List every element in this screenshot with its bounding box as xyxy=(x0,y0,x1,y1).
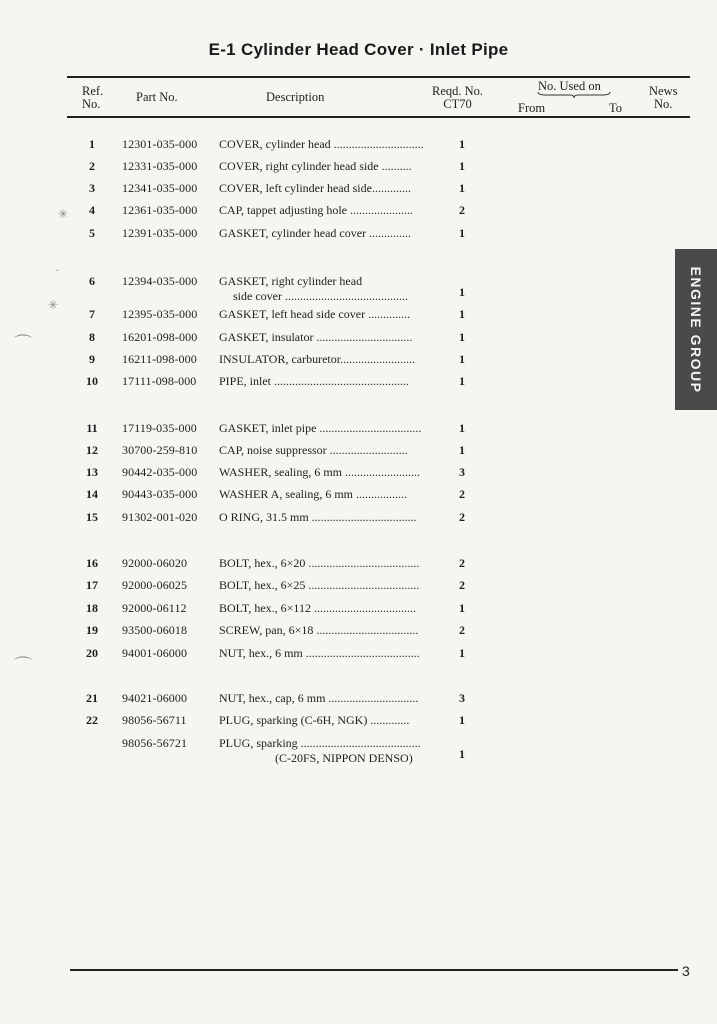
row-ref: 8 xyxy=(89,330,95,344)
row-ref: 22 xyxy=(86,713,98,727)
row-description-line2: (C-20FS, NIPPON DENSO) xyxy=(275,751,413,765)
table-row xyxy=(0,736,717,765)
table-row xyxy=(0,226,717,246)
row-description-line1: PIPE, inlet ............................................. xyxy=(219,374,410,388)
margin-mark: · xyxy=(55,263,59,277)
header-part-no: Part No. xyxy=(136,90,178,104)
table-row xyxy=(0,691,717,711)
page-title: E-1 Cylinder Head Cover · Inlet Pipe xyxy=(208,40,509,59)
row-part-no: 16211-098-000 xyxy=(122,352,197,366)
row-description xyxy=(219,307,437,322)
row-ref: 1 xyxy=(89,137,95,151)
row-qty: 1 xyxy=(459,226,465,240)
header-no-used-on: No. Used on xyxy=(538,79,601,93)
row-part-no: 92000-06025 xyxy=(122,578,188,592)
table-row xyxy=(0,465,717,485)
table-row xyxy=(0,307,717,327)
row-description-line1: GASKET, right cylinder head xyxy=(219,274,363,288)
row-ref: 21 xyxy=(86,691,98,705)
row-description-line1: GASKET, inlet pipe .................................. xyxy=(219,421,422,435)
row-description-line1: BOLT, hex., 6×20 ..................................... xyxy=(219,556,420,570)
row-part-no: 91302-001-020 xyxy=(122,510,198,524)
row-qty: 2 xyxy=(459,623,465,637)
row-description-line1: PLUG, sparking ........................................ xyxy=(219,736,421,750)
row-description xyxy=(219,330,437,345)
row-qty: 2 xyxy=(459,487,465,501)
row-description xyxy=(219,465,437,480)
row-qty: 1 xyxy=(459,747,465,761)
row-qty: 2 xyxy=(459,203,465,217)
table-row xyxy=(0,137,717,157)
row-ref: 14 xyxy=(86,487,98,501)
row-ref: 10 xyxy=(86,374,98,388)
table-row xyxy=(0,623,717,643)
row-description-line2: side cover ......................................... xyxy=(233,289,408,303)
row-ref: 18 xyxy=(86,601,98,615)
row-part-no: 12394-035-000 xyxy=(122,274,198,288)
row-description-line1: COVER, right cylinder head side .......... xyxy=(219,159,412,173)
table-row xyxy=(0,330,717,350)
margin-mark: ⌒ xyxy=(14,334,32,354)
row-part-no: 17119-035-000 xyxy=(122,421,197,435)
row-part-no: 12331-035-000 xyxy=(122,159,198,173)
row-description-line1: NUT, hex., cap, 6 mm .............................. xyxy=(219,691,419,705)
row-ref: 2 xyxy=(89,159,95,173)
row-description xyxy=(219,487,437,502)
row-description-line1: CAP, tappet adjusting hole ..................... xyxy=(219,203,413,217)
row-qty: 1 xyxy=(459,421,465,435)
row-description-line1: BOLT, hex., 6×25 ..................................... xyxy=(219,578,420,592)
row-part-no: 12361-035-000 xyxy=(122,203,198,217)
row-qty: 2 xyxy=(459,510,465,524)
row-ref: 16 xyxy=(86,556,98,570)
row-part-no: 12395-035-000 xyxy=(122,307,198,321)
table-row xyxy=(0,203,717,223)
row-description-line1: COVER, left cylinder head side............. xyxy=(219,181,411,195)
row-part-no: 16201-098-000 xyxy=(122,330,198,344)
row-part-no: 12341-035-000 xyxy=(122,181,198,195)
row-qty: 1 xyxy=(459,159,465,173)
row-qty: 1 xyxy=(459,181,465,195)
row-ref: 20 xyxy=(86,646,98,660)
row-description-line1: PLUG, sparking (C-6H, NGK) ............. xyxy=(219,713,410,727)
row-description-line1: COVER, cylinder head .............................. xyxy=(219,137,424,151)
row-qty: 2 xyxy=(459,578,465,592)
row-part-no: 30700-259-810 xyxy=(122,443,198,457)
row-description-line1: GASKET, cylinder head cover .............. xyxy=(219,226,412,240)
row-qty: 1 xyxy=(459,330,465,344)
header-ref-line2: No. xyxy=(82,97,101,111)
table-row xyxy=(0,487,717,507)
section-tab-label: ENGINE GROUP xyxy=(688,266,704,393)
row-description xyxy=(219,736,437,766)
row-qty: 1 xyxy=(459,374,465,388)
header-news-line1: News xyxy=(649,84,678,98)
header-from: From xyxy=(518,101,546,115)
row-part-no: 94021-06000 xyxy=(122,691,188,705)
row-ref: 4 xyxy=(89,203,95,217)
row-description xyxy=(219,203,437,218)
row-ref: 9 xyxy=(89,352,95,366)
row-ref: 5 xyxy=(89,226,95,240)
row-description xyxy=(219,226,437,241)
table-row xyxy=(0,510,717,530)
table-row xyxy=(0,443,717,463)
page-number: 3 xyxy=(682,963,690,979)
row-description xyxy=(219,691,437,706)
row-description xyxy=(219,713,437,728)
row-description-line1: WASHER A, sealing, 6 mm ................. xyxy=(219,487,407,501)
row-description-line1: INSULATOR, carburetor......................... xyxy=(219,352,416,366)
row-description-line1: BOLT, hex., 6×112 .................................. xyxy=(219,601,416,615)
table-row xyxy=(0,421,717,441)
row-description xyxy=(219,646,437,661)
table-row xyxy=(0,274,717,303)
row-qty: 3 xyxy=(459,465,465,479)
row-description-line1: GASKET, insulator ................................ xyxy=(219,330,413,344)
row-qty: 1 xyxy=(459,352,465,366)
row-qty: 1 xyxy=(459,443,465,457)
row-ref: 3 xyxy=(89,181,95,195)
row-part-no: 92000-06020 xyxy=(122,556,188,570)
row-description xyxy=(219,443,437,458)
row-description xyxy=(219,159,437,174)
table-row xyxy=(0,601,717,621)
row-part-no: 98056-56721 xyxy=(122,736,188,750)
table-row xyxy=(0,578,717,598)
row-ref: 15 xyxy=(86,510,98,524)
row-description xyxy=(219,181,437,196)
row-description-line1: CAP, noise suppressor .......................... xyxy=(219,443,408,457)
row-qty: 2 xyxy=(459,556,465,570)
section-tab xyxy=(675,249,717,410)
row-ref: 7 xyxy=(89,307,95,321)
row-qty: 3 xyxy=(459,691,465,705)
table-row xyxy=(0,352,717,372)
row-description xyxy=(219,510,437,525)
header-reqd-line1: Reqd. No. xyxy=(432,84,484,98)
row-ref: 11 xyxy=(86,421,98,435)
table-row xyxy=(0,159,717,179)
row-qty: 1 xyxy=(459,285,465,299)
header-ref-line1: Ref. xyxy=(82,84,104,98)
margin-mark: ⌒ xyxy=(14,656,32,676)
table-row xyxy=(0,713,717,733)
header-news-line2: No. xyxy=(654,97,673,111)
footer-rule xyxy=(70,969,678,971)
row-part-no: 92000-06112 xyxy=(122,601,187,615)
row-description-line1: WASHER, sealing, 6 mm ......................... xyxy=(219,465,420,479)
row-part-no: 90443-035-000 xyxy=(122,487,198,501)
row-ref: 17 xyxy=(86,578,98,592)
row-description xyxy=(219,421,437,436)
table-row xyxy=(0,556,717,576)
row-qty: 1 xyxy=(459,646,465,660)
row-part-no: 12391-035-000 xyxy=(122,226,198,240)
row-part-no: 17111-098-000 xyxy=(122,374,197,388)
row-part-no: 90442-035-000 xyxy=(122,465,198,479)
row-ref: 19 xyxy=(86,623,98,637)
header-to: To xyxy=(609,101,623,115)
row-qty: 1 xyxy=(459,137,465,151)
row-description-line1: O RING, 31.5 mm ................................... xyxy=(219,510,417,524)
row-part-no: 98056-56711 xyxy=(122,713,187,727)
row-description xyxy=(219,137,437,152)
row-description xyxy=(219,374,437,389)
margin-mark: ✳ xyxy=(58,207,69,221)
table-row xyxy=(0,374,717,394)
row-qty: 1 xyxy=(459,713,465,727)
row-ref: 13 xyxy=(86,465,98,479)
row-description-line1: GASKET, left head side cover .............. xyxy=(219,307,411,321)
table-row xyxy=(0,181,717,201)
row-description xyxy=(219,623,437,638)
table-row xyxy=(0,646,717,666)
row-part-no: 93500-06018 xyxy=(122,623,188,637)
row-description-line1: NUT, hex., 6 mm ...................................... xyxy=(219,646,420,660)
row-ref: 12 xyxy=(86,443,98,457)
row-ref: 6 xyxy=(89,274,95,288)
header-description: Description xyxy=(266,90,325,104)
row-description-line1: SCREW, pan, 6×18 .................................. xyxy=(219,623,419,637)
row-description xyxy=(219,601,437,616)
row-description xyxy=(219,352,437,367)
row-qty: 1 xyxy=(459,307,465,321)
margin-mark: ✳ xyxy=(48,298,59,312)
row-description xyxy=(219,578,437,593)
row-qty: 1 xyxy=(459,601,465,615)
row-description xyxy=(219,274,437,304)
row-part-no: 12301-035-000 xyxy=(122,137,198,151)
row-description xyxy=(219,556,437,571)
row-part-no: 94001-06000 xyxy=(122,646,188,660)
header-reqd-line2: CT70 xyxy=(443,97,472,111)
